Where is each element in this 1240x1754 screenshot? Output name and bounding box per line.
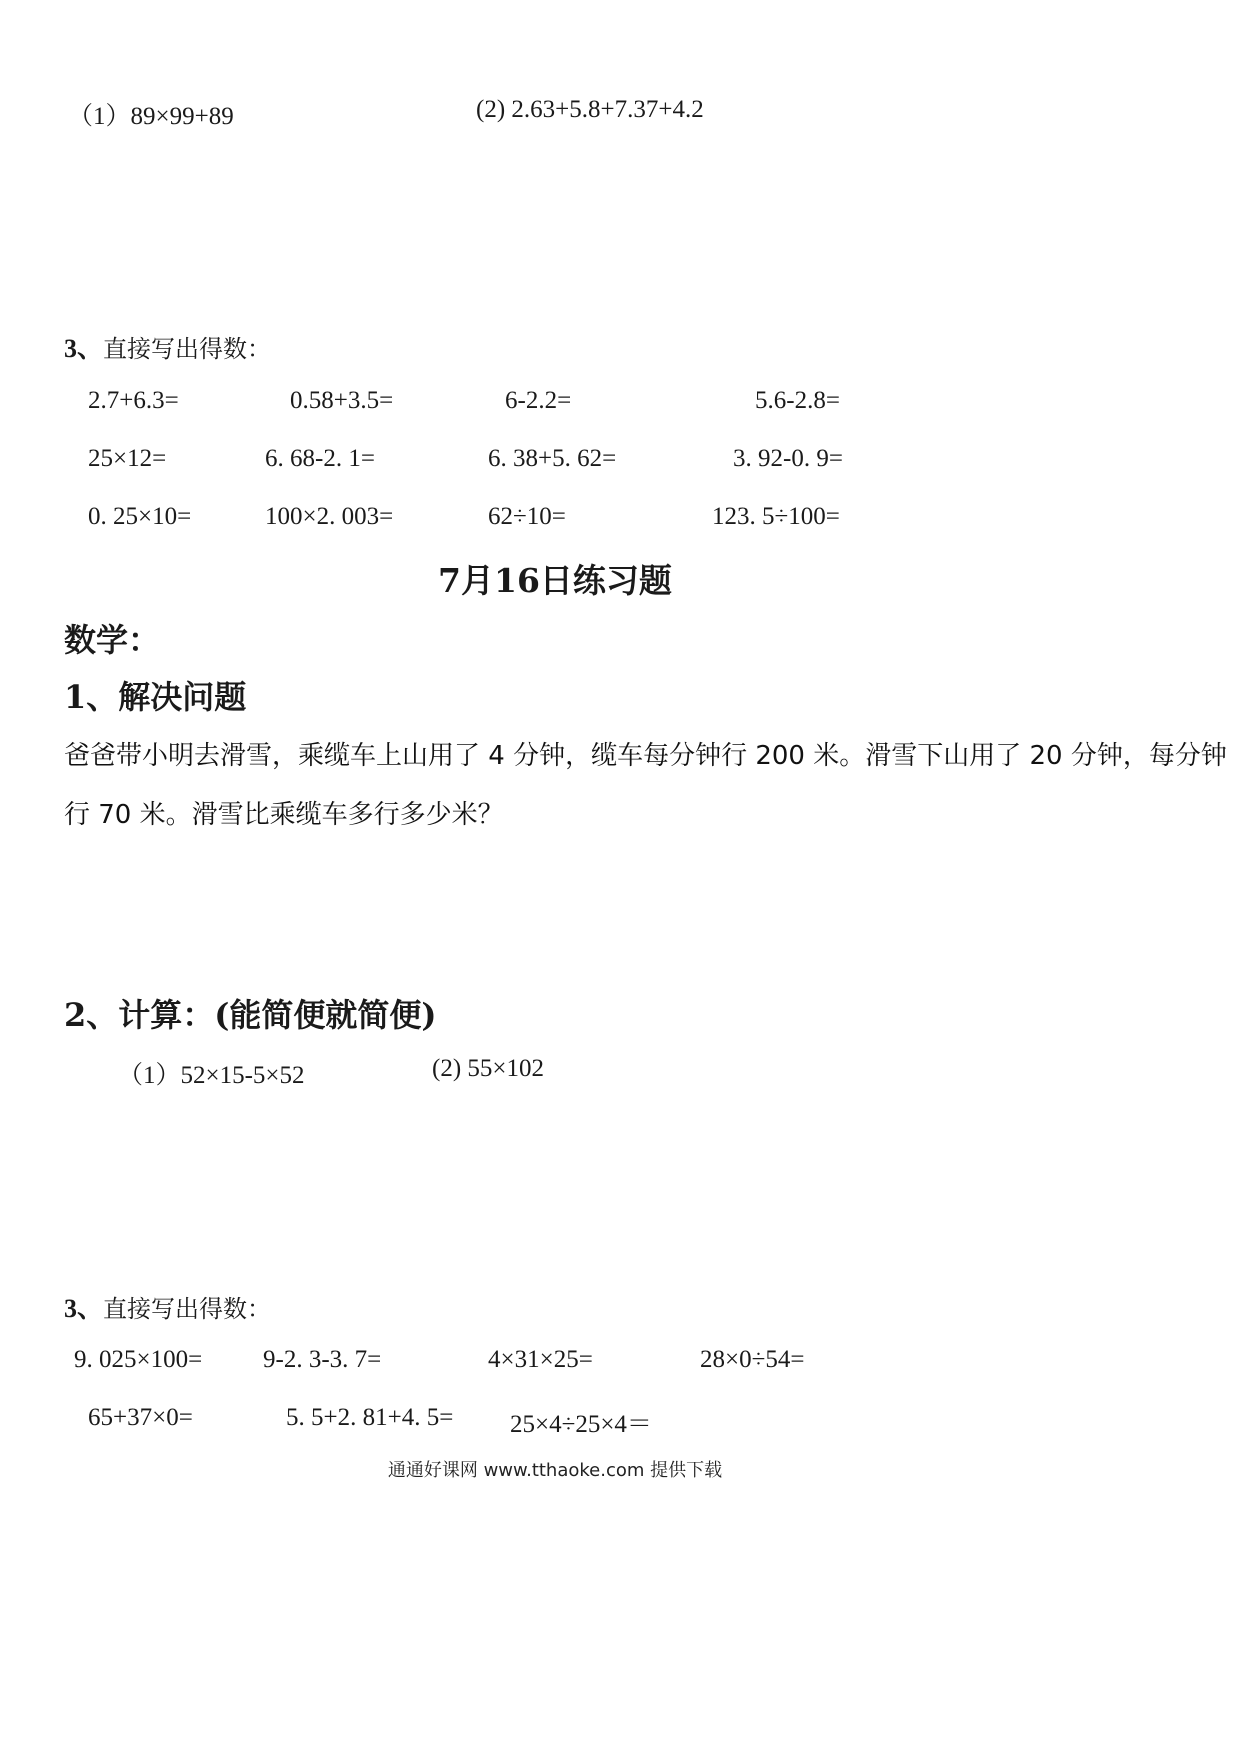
oral-calc-heading-number: 3、 (64, 1294, 104, 1323)
oral-calc-expr: 6. 68-2. 1= (265, 445, 375, 472)
oral-calc-expr: 2.7+6.3= (88, 387, 179, 414)
problem-heading: 1、解决问题 (64, 678, 247, 716)
oral-calc-heading (64, 1288, 271, 1325)
calc-item-1: （1）52×15-5×52 (118, 1062, 305, 1089)
oral-calc-heading (64, 328, 271, 365)
oral-calc-expr: 123. 5÷100= (712, 503, 840, 530)
oral-calc-heading-number: 3、 (64, 334, 104, 363)
problem-text-line: 行 70 米。滑雪比乘缆车多行多少米？ (64, 800, 504, 830)
oral-calc-expr: 65+37×0= (88, 1404, 193, 1431)
subject-heading: 数学： (64, 621, 161, 659)
oral-calc-expr: 0. 25×10= (88, 503, 192, 530)
page-title: 7月16日练习题 (438, 561, 672, 600)
oral-calc-expr: 5. 5+2. 81+4. 5= (286, 1404, 454, 1431)
oral-calc-expr: 9. 025×100= (74, 1346, 203, 1373)
problem-text-line: 爸爸带小明去滑雪，乘缆车上山用了 4 分钟，缆车每分钟行 200 米。滑雪下山用了 20 分钟，每分钟 (64, 741, 1227, 771)
oral-calc-expr: 28×0÷54= (700, 1346, 805, 1373)
oral-calc-expr: 25×4÷25×4＝ (510, 1411, 652, 1438)
oral-calc-expr: 25×12= (88, 445, 167, 472)
calc-heading: 2、计算：(能简便就简便) (64, 996, 437, 1034)
oral-calc-expr: 6. 38+5. 62= (488, 445, 617, 472)
oral-calc-expr: 4×31×25= (488, 1346, 593, 1373)
oral-calc-expr: 3. 92-0. 9= (733, 445, 843, 472)
oral-calc-expr: 5.6-2.8= (755, 387, 840, 414)
calc-item-1: （1）89×99+89 (68, 103, 234, 130)
oral-calc-expr: 100×2. 003= (265, 503, 394, 530)
calc-item-2: (2) 2.63+5.8+7.37+4.2 (476, 96, 704, 123)
oral-calc-expr: 0.58+3.5= (290, 387, 394, 414)
oral-calc-heading-text: 直接写出得数： (103, 1295, 272, 1323)
oral-calc-expr: 62÷10= (488, 503, 566, 530)
oral-calc-expr: 6-2.2= (505, 387, 572, 414)
oral-calc-expr: 9-2. 3-3. 7= (263, 1346, 382, 1373)
footer-credit: 通通好课网 www.tthaoke.com 提供下载 (387, 1460, 723, 1481)
oral-calc-heading-text: 直接写出得数： (103, 335, 272, 363)
calc-item-2: (2) 55×102 (432, 1055, 544, 1082)
